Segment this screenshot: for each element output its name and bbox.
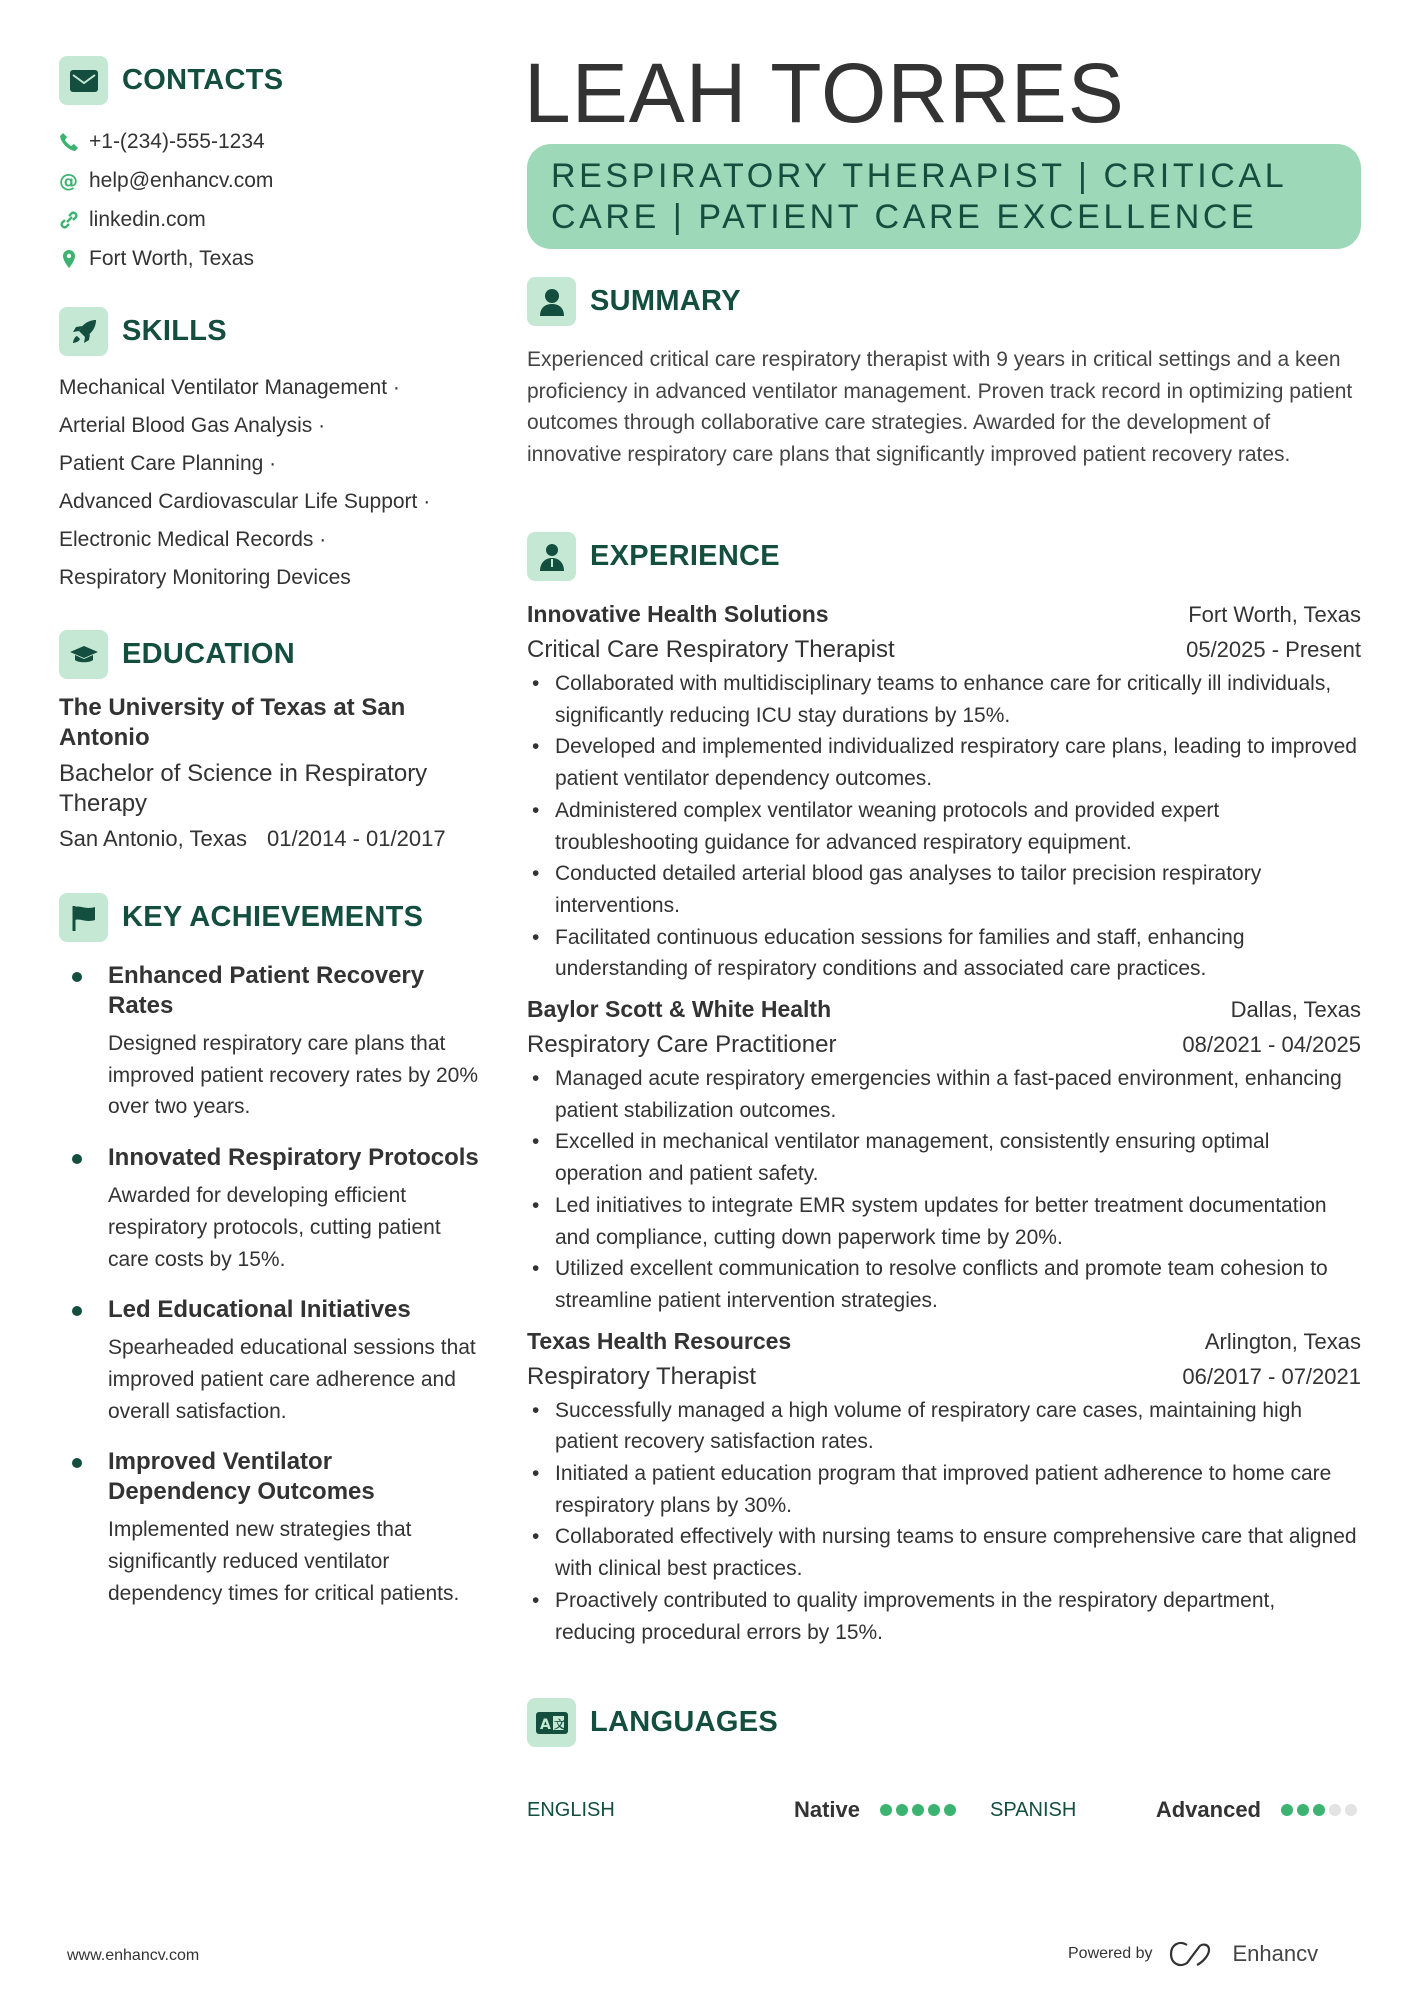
proficiency-dot [896, 1804, 908, 1816]
brand-name: Enhancv [1232, 1941, 1319, 1966]
achievement-title: Led Educational Initiatives [108, 1296, 411, 1324]
achievement-desc: Designed respiratory care plans that improved patient recovery rates by 20% over two years. [108, 1032, 479, 1119]
graduation-cap-icon [59, 630, 108, 679]
proficiency-dot [912, 1804, 924, 1816]
at-icon [59, 171, 79, 191]
proficiency-dot [1297, 1804, 1309, 1816]
proficiency-dot [944, 1804, 956, 1816]
job-bullet: • Conducted detailed arterial blood gas analyses to tailor precision respiratory interventions. [527, 858, 1361, 921]
language-spanish [960, 1794, 1361, 1826]
achievement-item [59, 1295, 479, 1427]
experience-heading: EXPERIENCE [590, 540, 780, 572]
achievement-item [59, 961, 479, 1123]
school-name: The University of Texas at San Antonio [59, 694, 406, 751]
job-entry [527, 596, 1361, 985]
school-location: San Antonio, Texas [59, 826, 247, 851]
phone: +1-(234)-555-1234 [89, 129, 265, 153]
briefcase-user-icon [527, 532, 576, 581]
achievements-section [59, 893, 479, 1629]
achievements-heading: KEY ACHIEVEMENTS [122, 901, 424, 933]
achievement-desc: Spearheaded educational sessions that improved patient care adherence and overall satisfaction. [108, 1336, 476, 1423]
svg-text:@: @ [59, 170, 78, 191]
phone-icon [59, 132, 79, 152]
translate-icon [527, 1698, 576, 1747]
language-level: Native [793, 1797, 860, 1822]
language-level: Advanced [1155, 1797, 1261, 1822]
company-name: Innovative Health Solutions [527, 601, 829, 627]
location-pin-icon [59, 249, 79, 269]
achievement-title: Enhanced Patient Recovery Rates [108, 962, 425, 1019]
job-bullet: • Initiated a patient education program that improved patient adherence to home care respiratory plans by 30%. [527, 1458, 1361, 1521]
degree: Bachelor of Science in Respiratory Therapy [59, 760, 428, 817]
proficiency-dots [880, 1799, 960, 1822]
location: Fort Worth, Texas [89, 246, 254, 270]
summary-text: Experienced critical care respiratory therapist with 9 years in critical settings and a keen proficiency in advanced ventilator management. Proven track record in optimizing patient outcomes through collaborative care strategies. Awarded for the development of innovative respiratory care plans that significantly improved patient recovery rates. [527, 348, 1353, 467]
job-bullet: • Collaborated effectively with nursing teams to ensure comprehensive care that aligned with clinical best practices. [527, 1521, 1361, 1584]
link-icon [59, 210, 79, 230]
job-bullet: • Developed and implemented individualized respiratory care plans, leading to improved patient ventilator dependency outcomes. [527, 731, 1361, 794]
enhancv-logo-icon [1169, 1941, 1217, 1967]
achievement-desc: Awarded for developing efficient respiratory protocols, cutting patient care costs by 15%. [108, 1184, 441, 1271]
skill-item: Mechanical Ventilator Management · [59, 376, 400, 399]
job-dates: 05/2025 - Present [1186, 637, 1361, 662]
skill-item: Respiratory Monitoring Devices [59, 566, 351, 589]
email[interactable]: help@enhancv.com [89, 168, 274, 192]
candidate-name: LEAH TORRES [524, 46, 1125, 140]
contacts-section [59, 56, 479, 278]
svg-text:A: A [539, 1716, 551, 1733]
flag-icon [59, 893, 108, 942]
job-role: Respiratory Care Practitioner [527, 1031, 837, 1059]
job-role: Respiratory Therapist [527, 1362, 756, 1390]
proficiency-dot [1313, 1804, 1325, 1816]
languages-section [527, 1698, 1361, 1826]
language-name: SPANISH [990, 1798, 1077, 1821]
proficiency-dot [1281, 1804, 1293, 1816]
language-english [527, 1794, 960, 1826]
achievement-item [59, 1143, 479, 1275]
job-dates: 08/2021 - 04/2025 [1182, 1032, 1361, 1058]
job-bullet: • Successfully managed a high volume of respiratory care cases, maintaining high patient recovery satisfaction rates. [527, 1395, 1361, 1458]
skill-item: Arterial Blood Gas Analysis · [59, 414, 326, 437]
skills-heading: SKILLS [122, 315, 227, 347]
job-bullet: • Excelled in mechanical ventilator management, consistently ensuring optimal operation and patient safety. [527, 1126, 1361, 1189]
title-banner: RESPIRATORY THERAPIST | CRITICAL CARE | PATIENT CARE EXCELLENCE [527, 144, 1361, 249]
job-entry [527, 1323, 1361, 1649]
proficiency-dot [1345, 1804, 1357, 1816]
user-icon [527, 277, 576, 326]
summary-heading: SUMMARY [590, 285, 741, 317]
footer-brand [1068, 1941, 1318, 1967]
achievement-title: Improved Ventilator Dependency Outcomes [108, 1448, 375, 1506]
job-bullet: • Proactively contributed to quality improvements in the respiratory department, reducing procedural errors by 15%. [527, 1585, 1361, 1648]
job-location: Fort Worth, Texas [1188, 602, 1361, 627]
achievement-item [59, 1447, 479, 1609]
achievement-desc: Implemented new strategies that significantly reduced ventilator dependency times for critical patients. [108, 1518, 460, 1605]
skill-item: Electronic Medical Records · [59, 528, 327, 551]
education-heading: EDUCATION [122, 638, 295, 670]
skills-section [59, 307, 499, 597]
rocket-icon [59, 307, 108, 356]
job-dates: 06/2017 - 07/2021 [1182, 1363, 1361, 1389]
job-bullet: • Led initiatives to integrate EMR system updates for better treatment documentation and compliance, cutting down paperwork time by 20%. [527, 1190, 1361, 1253]
linkedin[interactable]: linkedin.com [89, 207, 206, 231]
envelope-icon [59, 56, 108, 105]
company-name: Baylor Scott & White Health [527, 996, 832, 1023]
education-section [59, 630, 479, 855]
job-location: Dallas, Texas [1230, 997, 1361, 1023]
contacts-heading: CONTACTS [122, 64, 284, 96]
job-role: Critical Care Respiratory Therapist [527, 636, 895, 663]
job-bullet: • Collaborated with multidisciplinary teams to enhance care for critically ill individuals, significantly reducing ICU stay durations by 15%. [527, 668, 1361, 731]
powered-by: Powered by [1068, 1945, 1153, 1962]
languages-heading: LANGUAGES [590, 1706, 778, 1738]
job-location: Arlington, Texas [1204, 1328, 1361, 1354]
skill-item: Patient Care Planning · [59, 452, 277, 475]
company-name: Texas Health Resources [527, 1327, 792, 1354]
job-bullet: • Managed acute respiratory emergencies within a fast-paced environment, enhancing patient stabilization outcomes. [527, 1063, 1361, 1126]
proficiency-dot [880, 1804, 892, 1816]
language-name: ENGLISH [527, 1798, 615, 1821]
summary-section [527, 277, 1361, 471]
job-bullet: • Administered complex ventilator weaning protocols and provided expert troubleshooting guidance for advanced respiratory equipment. [527, 795, 1361, 858]
proficiency-dot [1329, 1804, 1341, 1816]
school-dates: 01/2014 - 01/2017 [266, 826, 446, 851]
achievement-title: Innovated Respiratory Protocols [108, 1144, 479, 1172]
svg-text:文: 文 [553, 1717, 565, 1731]
proficiency-dot [928, 1804, 940, 1816]
job-bullet: • Utilized excellent communication to resolve conflicts and promote team cohesion to streamline patient intervention strategies. [527, 1253, 1361, 1316]
footer-site[interactable]: www.enhancv.com [67, 1947, 200, 1964]
job-entry [527, 991, 1361, 1317]
job-bullet: • Facilitated continuous education sessions for families and staff, enhancing understanding of respiratory conditions and associated care practices. [527, 922, 1361, 985]
proficiency-dots [1281, 1799, 1361, 1822]
skill-item: Advanced Cardiovascular Life Support · [59, 490, 431, 513]
experience-section [527, 532, 1361, 1654]
